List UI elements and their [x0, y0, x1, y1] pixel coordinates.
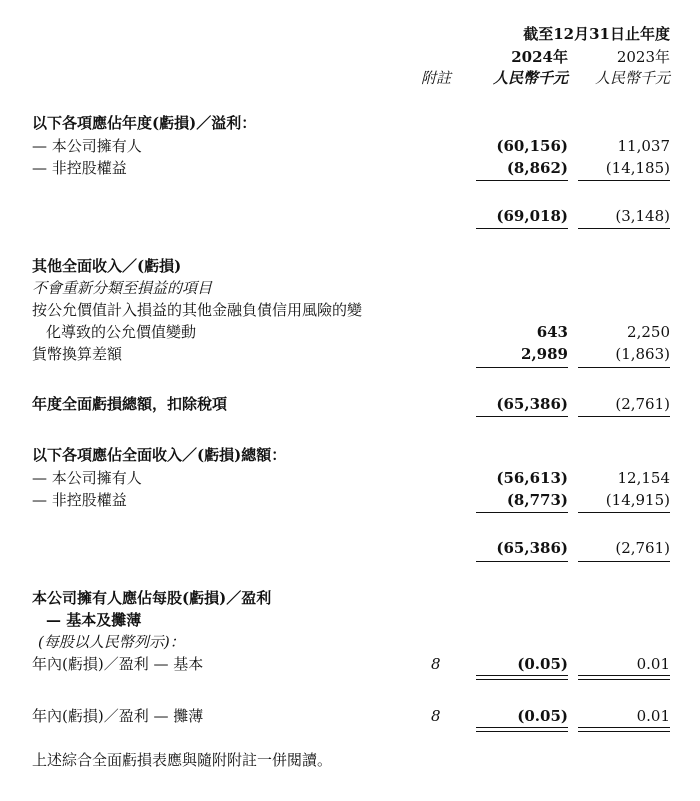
fx-label: 貨幣換算差額: [32, 345, 123, 363]
eps-basic-note: 8: [431, 655, 441, 673]
total-comp-2024-value: (65,386): [496, 395, 568, 413]
attrib-total-rule-2024: [476, 512, 568, 513]
eps-title: 本公司擁有人應佔每股(虧損)／盈利: [32, 589, 272, 607]
attrib-total-sum-rule-2024: [476, 561, 568, 562]
period-header: 截至12月31日止年度: [523, 25, 670, 43]
eps-basic-2024-value: (0.05): [517, 655, 568, 673]
subtotal-rule-2024: [476, 180, 568, 181]
eps-basic-double-rule-2023: [578, 675, 670, 680]
owners-total-2023-value: 12,154: [617, 469, 670, 487]
eps-basic-double-rule-2024: [476, 675, 568, 680]
oci-title: 其他全面收入／(虧損): [32, 257, 182, 275]
attrib-total-title: 以下各項應佔全面收入／(虧損)總額：: [32, 446, 287, 464]
owners-label: — 本公司擁有人: [32, 137, 142, 155]
owners-total-label: — 本公司擁有人: [32, 469, 142, 487]
year-2024-header: 2024年: [511, 48, 568, 66]
eps-basic-label: 年內(虧損)／盈利 — 基本: [32, 655, 204, 673]
total-rule-2024: [476, 228, 568, 229]
nci-total-2024-value: (8,773): [506, 491, 568, 509]
eps-unit-note: (每股以人民幣列示)：: [38, 633, 185, 651]
eps-diluted-double-rule-2024: [476, 727, 568, 732]
unit-2024-header: 人民幣千元: [492, 69, 568, 87]
eps-diluted-double-rule-2023: [578, 727, 670, 732]
fx-2023-value: (1,863): [615, 345, 670, 363]
attrib-loss-total-2024: (69,018): [496, 207, 568, 225]
oci-rule-2024: [476, 367, 568, 368]
oci-subtitle: 不會重新分類至損益的項目: [32, 279, 213, 297]
total-rule-2023: [578, 228, 670, 229]
eps-diluted-note: 8: [431, 707, 441, 725]
subtotal-rule-2023: [578, 180, 670, 181]
eps-diluted-2024-value: (0.05): [517, 707, 568, 725]
unit-2023-header: 人民幣千元: [594, 69, 670, 87]
note-column-header: 附註: [421, 69, 452, 87]
fv-change-2024-value: 643: [536, 323, 568, 341]
nci-2023-value: (14,185): [605, 159, 670, 177]
fx-2024-value: 2,989: [521, 345, 568, 363]
attrib-total-rule-2023: [578, 512, 670, 513]
fv-change-line1: 按公允價值計入損益的其他金融負債信用風險的變: [32, 301, 363, 319]
owners-2023-value: 11,037: [617, 137, 670, 155]
nci-total-label: — 非控股權益: [32, 491, 127, 509]
attrib-loss-title: 以下各項應佔年度(虧損)／溢利：: [32, 114, 257, 132]
total-comp-rule-2023: [578, 416, 670, 417]
nci-total-2023-value: (14,915): [605, 491, 670, 509]
footer-note: 上述綜合全面虧損表應與隨附附註一併閱讀。: [32, 751, 333, 769]
eps-subtitle: — 基本及攤薄: [46, 611, 142, 629]
nci-label: — 非控股權益: [32, 159, 127, 177]
oci-rule-2023: [578, 367, 670, 368]
attrib-total-sum-rule-2023: [578, 561, 670, 562]
eps-basic-2023-value: 0.01: [636, 655, 670, 673]
eps-diluted-2023-value: 0.01: [636, 707, 670, 725]
fv-change-line2: 化導致的公允價值變動: [46, 323, 197, 341]
owners-2024-value: (60,156): [496, 137, 568, 155]
nci-2024-value: (8,862): [506, 159, 568, 177]
eps-diluted-label: 年內(虧損)／盈利 — 攤薄: [32, 707, 204, 725]
year-2023-header: 2023年: [616, 48, 670, 66]
fv-change-2023-value: 2,250: [627, 323, 670, 341]
owners-total-2024-value: (56,613): [496, 469, 568, 487]
total-comp-2023-value: (2,761): [615, 395, 670, 413]
attrib-total-sum-2023: (2,761): [615, 539, 670, 557]
total-comp-rule-2024: [476, 416, 568, 417]
total-comp-label: 年度全面虧損總額，扣除稅項: [32, 395, 228, 413]
attrib-total-sum-2024: (65,386): [496, 539, 568, 557]
attrib-loss-total-2023: (3,148): [615, 207, 670, 225]
